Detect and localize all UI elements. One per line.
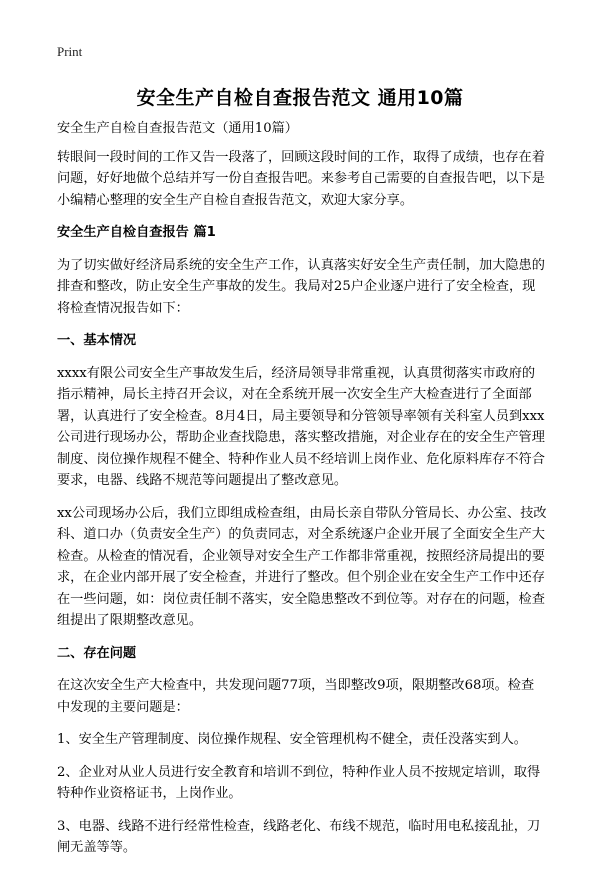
section2-heading: 二、存在问题	[57, 645, 137, 661]
section2-intro-paragraph: 在这次安全生产大检查中，共发现问题77项，当即整改9项，限期整改68项。检查中发现的主要问题是：	[57, 678, 535, 715]
issue-item-2: 2、企业对从业人员进行安全教育和培训不到位，特种作业人员不按规定培训，取得特种作业资格证书，上岗作业。	[57, 764, 541, 801]
page-title: 安全生产自检自查报告范文 通用10篇	[136, 87, 464, 109]
section1-heading: 一、基本情况	[57, 333, 137, 348]
issue-item-3: 3、电器、线路不进行经常性检查，线路老化、布线不规范，临时用电私接乱扯，刀闸无盖等等。	[57, 818, 541, 855]
section1-paragraph-1: xxxx有限公司安全生产事故发生后，经济局领导非常重视，认真贯彻落实市政府的指示精神，局长主持召开会议，对在全系统开展一次安全生产大检查进行了全面部署，认真进行了安全检查。8月4日，局主要领导和分管领导率领有关科室人员到xxx公司进行现场办公，帮助企业查找隐患，落实整改措施，对企业存在的安全生产管理制度、岗位操作规程不健全、特种作业人员不经培训上岗作业、危化原料库存不符合要求，电器、线路不规范等问题提出了整改意见。	[57, 365, 545, 488]
issue-item-1: 1、安全生产管理制度、岗位操作规程、安全管理机构不健全，责任没落实到人。	[57, 732, 527, 747]
part1-intro-paragraph: 为了切实做好经济局系统的安全生产工作，认真落实好安全生产责任制，加大隐患的排查和整改，防止安全生产事故的发生。我局对25户企业逐户进行了安全检查，现将检查情况报告如下：	[57, 257, 545, 316]
print-link[interactable]: Print	[57, 44, 83, 59]
document-subtitle: 安全生产自检自查报告范文（通用10篇）	[57, 121, 298, 136]
section1-paragraph-2: xx公司现场办公后，我们立即组成检查组，由局长亲自带队分管局长、办公室、技改科、道口办（负责安全生产）的负责同志，对全系统逐户企业开展了全面安全生产大检查。从检查的情况看，企业领导对安全生产工作都非常重视，按照经济局提出的要求，在企业内部开展了安全检查，并进行了整改。但个别企业在安全生产工作中还存在一些问题，如：岗位责任制不落实，安全隐患整改不到位等。对存在的问题，检查组提出了限期整改意见。	[57, 505, 547, 628]
intro-paragraph: 转眼间一段时间的工作又告一段落了，回顾这段时间的工作，取得了成绩，也存在着问题，好好地做个总结并写一份自查报告吧。来参考自己需要的自查报告吧，以下是小编精心整理的安全生产自检自查报告范文，欢迎大家分享。	[57, 149, 545, 208]
document-body	[57, 118, 547, 870]
part1-heading: 安全生产自检自查报告 篇1	[57, 225, 216, 240]
